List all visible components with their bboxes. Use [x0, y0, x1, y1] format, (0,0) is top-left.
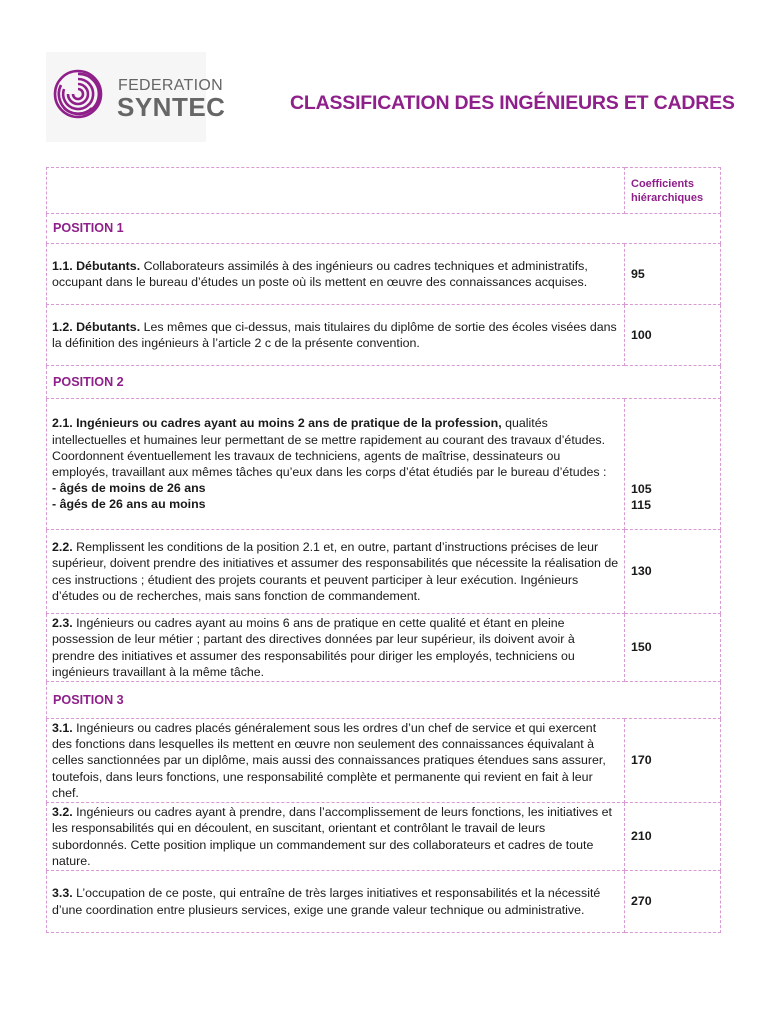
coefficient-cell: 270: [625, 871, 721, 933]
coefficient-cell: [625, 399, 721, 530]
table-row: [47, 305, 721, 366]
coefficient-under-26: 105: [631, 481, 652, 496]
row-text: Ingénieurs ou cadres placés généralement sous les ordres d’un chef de service et qui exercent des fonctions dans lesquelles ils mettent en œuvre non seulement des connaissances équivalant à celles sanctionnées par un diplôme, mais aussi des connaissances pratiques étendues sans assurer, toutefois, dans leurs fonctions, une responsabilité complète et permanente qui revient en fait à leur chef.: [52, 720, 606, 800]
logo-syntec-text: SYNTEC: [117, 92, 226, 122]
coefficient-26-plus: 115: [631, 497, 651, 512]
description-cell: [47, 719, 625, 803]
coefficients-header: Coefficients hiérarchiques: [625, 168, 721, 214]
coefficient-cell: 95: [625, 244, 721, 305]
table-row: [47, 614, 721, 682]
row-bold-heading: 2.2.: [52, 540, 73, 555]
coefficient-cell: 210: [625, 803, 721, 871]
row-bold-heading: 3.1.: [52, 720, 73, 735]
logo-federation-text: FEDERATION: [118, 77, 223, 94]
table-header-row: [47, 168, 721, 214]
description-cell: [47, 305, 625, 366]
position-label: POSITION 1: [47, 214, 721, 244]
row-bold-heading: 1.2. Débutants.: [52, 319, 141, 334]
description-cell: [47, 244, 625, 305]
row-text: Les mêmes que ci-dessus, mais titulaires du diplôme de sortie des écoles visées dans la définition des ingénieurs à l’article 2 c de la présente convention.: [52, 319, 617, 350]
row-bold-heading: 3.2.: [52, 805, 73, 820]
position-label: POSITION 3: [47, 682, 721, 719]
row-text: Remplissent les conditions de la position 2.1 et, en outre, partant d’instructions précises de leur supérieur, doivent prendre des initiatives et assumer des responsabilités que nécessite la réalisation de ces instructions ; étudient des projets courants et peuvent participer à leur exécution. Ingénieurs d’études ou de recherches, mais sans fonction de commandement.: [52, 540, 619, 603]
coefficient-cell: 170: [625, 719, 721, 803]
coefficient-cell: 150: [625, 614, 721, 682]
row-bold-heading: 3.3.: [52, 886, 73, 901]
description-cell: [47, 871, 625, 933]
age-group-26-plus: - âgés de 26 ans au moins: [52, 497, 206, 512]
position-row: [47, 214, 721, 244]
position-row: [47, 682, 721, 719]
coefficient-cell: 130: [625, 530, 721, 614]
description-cell: [47, 614, 625, 682]
row-text: Ingénieurs ou cadres ayant au moins 6 ans de pratique en cette qualité et étant en pleine possession de leur métier ; partant des directives données par leur supérieur, ils doivent avoir à prendre des initiatives et assumer des responsabilités pour diriger les employés, techniciens ou ingénieurs travaillant à la même tâche.: [52, 616, 575, 679]
row-bold-heading: 2.3.: [52, 616, 73, 631]
description-cell: [47, 803, 625, 871]
row-text: Ingénieurs ou cadres ayant à prendre, dans l’accomplissement de leurs fonctions, les initiatives et les responsabilités qui en découlent, en suscitant, orientant et contrôlant le travail de leurs subordonnés. Cette position implique un commandement sur des collaborateurs et cadres de toute nature.: [52, 805, 612, 868]
coefficient-cell: 100: [625, 305, 721, 366]
classification-table: [46, 167, 721, 933]
position-row: [47, 366, 721, 399]
table-row: [47, 399, 721, 530]
header-empty-cell: [47, 168, 625, 214]
age-group-under-26: - âgés de moins de 26 ans: [52, 481, 206, 496]
syntec-logo-icon: [52, 68, 104, 120]
row-bold-heading: 2.1. Ingénieurs ou cadres ayant au moins 2 ans de pratique de la profession,: [52, 416, 502, 431]
table-row: [47, 871, 721, 933]
position-label: POSITION 2: [47, 366, 721, 399]
row-text: Collaborateurs assimilés à des ingénieurs ou cadres techniques et administratifs, occupant dans le bureau d’études un poste où ils mettent en œuvre des connaissances acquises.: [52, 258, 588, 289]
page-title: CLASSIFICATION DES INGÉNIEURS ET CADRES: [290, 92, 735, 114]
row-bold-heading: 1.1. Débutants.: [52, 258, 141, 273]
table-row: [47, 719, 721, 803]
row-text: L’occupation de ce poste, qui entraîne de très larges initiatives et responsabilités et la nécessité d’une coordination entre plusieurs services, exige une grande valeur technique ou administrative.: [52, 886, 601, 917]
table-row: [47, 244, 721, 305]
row-text: qualités intellectuelles et humaines leur permettant de se mettre rapidement au courant des travaux d’études. Coordonnent éventuellement les travaux de techniciens, agents de maîtrise, dessinateurs ou employés, travaillant aux mêmes tâches qu’eux dans les corps d’état étudiés par le bureau d’études :: [52, 416, 607, 479]
table-row: [47, 803, 721, 871]
description-cell: [47, 530, 625, 614]
description-cell: [47, 399, 625, 530]
table-row: [47, 530, 721, 614]
